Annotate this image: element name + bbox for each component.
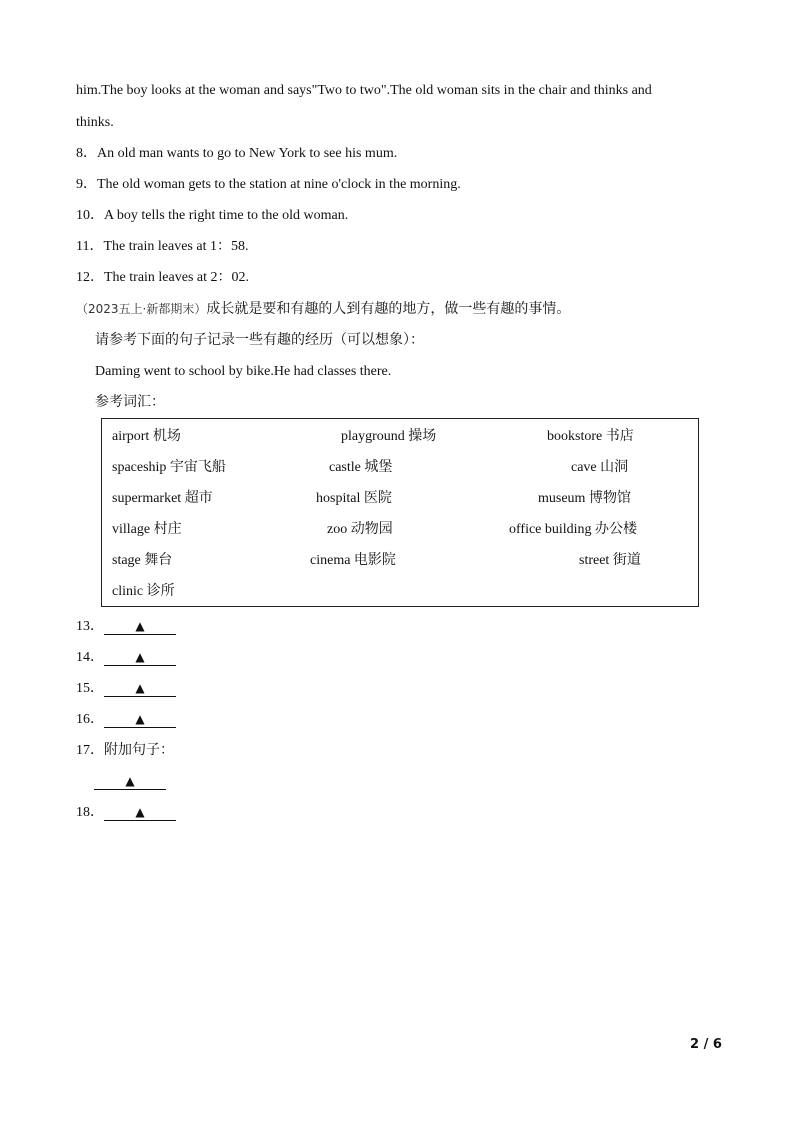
vocab-item: street 街道 — [579, 553, 641, 568]
statement-number: 12． — [76, 270, 104, 285]
statement-text: The train leaves at 2：02. — [104, 270, 250, 285]
answer-line-16 — [76, 711, 176, 729]
statement-text: The old woman gets to the station at nine o'clock in the morning. — [97, 177, 461, 192]
answer-line-17-blank — [94, 773, 166, 791]
vocab-item: clinic 诊所 — [112, 584, 175, 599]
vocab-item: cinema 电影院 — [310, 553, 396, 568]
triangle-marker-icon: ▲ — [135, 681, 145, 695]
vocab-item: cave 山洞 — [571, 460, 629, 475]
statement-number: 8． — [76, 146, 97, 161]
vocab-item: hospital 医院 — [316, 491, 392, 506]
vocab-item: castle 城堡 — [329, 460, 393, 475]
writing-prompt: 成长就是要和有趣的人到有趣的地方，做一些有趣的事情。 — [206, 302, 571, 317]
answer-number: 17． — [76, 743, 104, 758]
passage-line-2: thinks. — [76, 115, 114, 130]
writing-task-header — [76, 300, 570, 319]
answer-line-13 — [76, 618, 176, 636]
triangle-marker-icon: ▲ — [135, 805, 145, 819]
statement-text: The train leaves at 1：58. — [103, 239, 249, 254]
vocab-item: bookstore 书店 — [547, 429, 634, 444]
triangle-marker-icon: ▲ — [135, 650, 145, 664]
answer-line-17 — [76, 742, 174, 760]
vocab-item: supermarket 超市 — [112, 491, 213, 506]
question-source: （2023五上·新都期末） — [76, 302, 207, 316]
answer-line-18 — [76, 804, 176, 822]
answer-blank[interactable] — [104, 805, 176, 821]
answer-number: 16． — [76, 712, 104, 727]
vocab-item: zoo 动物园 — [327, 522, 393, 537]
vocab-item: playground 操场 — [341, 429, 437, 444]
answer-blank[interactable] — [104, 619, 176, 635]
triangle-marker-icon: ▲ — [135, 619, 145, 633]
passage-line-1: him.The boy looks at the woman and says"Two to two".The old woman sits in the chair and thinks and — [76, 83, 652, 98]
vocab-item: airport 机场 — [112, 429, 181, 444]
answer-number: 14． — [76, 650, 104, 665]
statement-number: 9． — [76, 177, 97, 192]
vocab-item: office building 办公楼 — [509, 522, 638, 537]
vocab-item: village 村庄 — [112, 522, 182, 537]
answer-line-14 — [76, 649, 176, 667]
extra-sentence-label: 附加句子： — [104, 743, 174, 758]
triangle-marker-icon: ▲ — [135, 712, 145, 726]
statement-number: 10． — [76, 208, 104, 223]
page-number: 2 / 6 — [690, 1037, 722, 1052]
answer-blank[interactable] — [104, 681, 176, 697]
answer-blank[interactable] — [104, 712, 176, 728]
statement-9 — [76, 176, 461, 194]
triangle-marker-icon: ▲ — [125, 774, 135, 788]
vocabulary-box — [101, 418, 699, 607]
statement-11 — [76, 238, 249, 256]
answer-line-15 — [76, 680, 176, 698]
statement-12 — [76, 269, 249, 287]
vocab-item: spaceship 宇宙飞船 — [112, 460, 226, 475]
statement-number: 11． — [76, 239, 104, 254]
vocab-item: museum 博物馆 — [538, 491, 631, 506]
answer-blank[interactable] — [104, 650, 176, 666]
statement-8 — [76, 145, 397, 163]
example-sentence: Daming went to school by bike.He had classes there. — [95, 364, 392, 379]
statement-10 — [76, 207, 348, 225]
vocab-title: 参考词汇： — [95, 395, 165, 410]
answer-number: 18． — [76, 805, 104, 820]
writing-instruction: 请参考下面的句子记录一些有趣的经历（可以想象）： — [95, 333, 424, 348]
statement-text: A boy tells the right time to the old woman. — [104, 208, 349, 223]
vocab-item: stage 舞台 — [112, 553, 173, 568]
answer-number: 15． — [76, 681, 104, 696]
answer-number: 13． — [76, 619, 104, 634]
answer-blank[interactable] — [94, 774, 166, 790]
statement-text: An old man wants to go to New York to see his mum. — [97, 146, 398, 161]
